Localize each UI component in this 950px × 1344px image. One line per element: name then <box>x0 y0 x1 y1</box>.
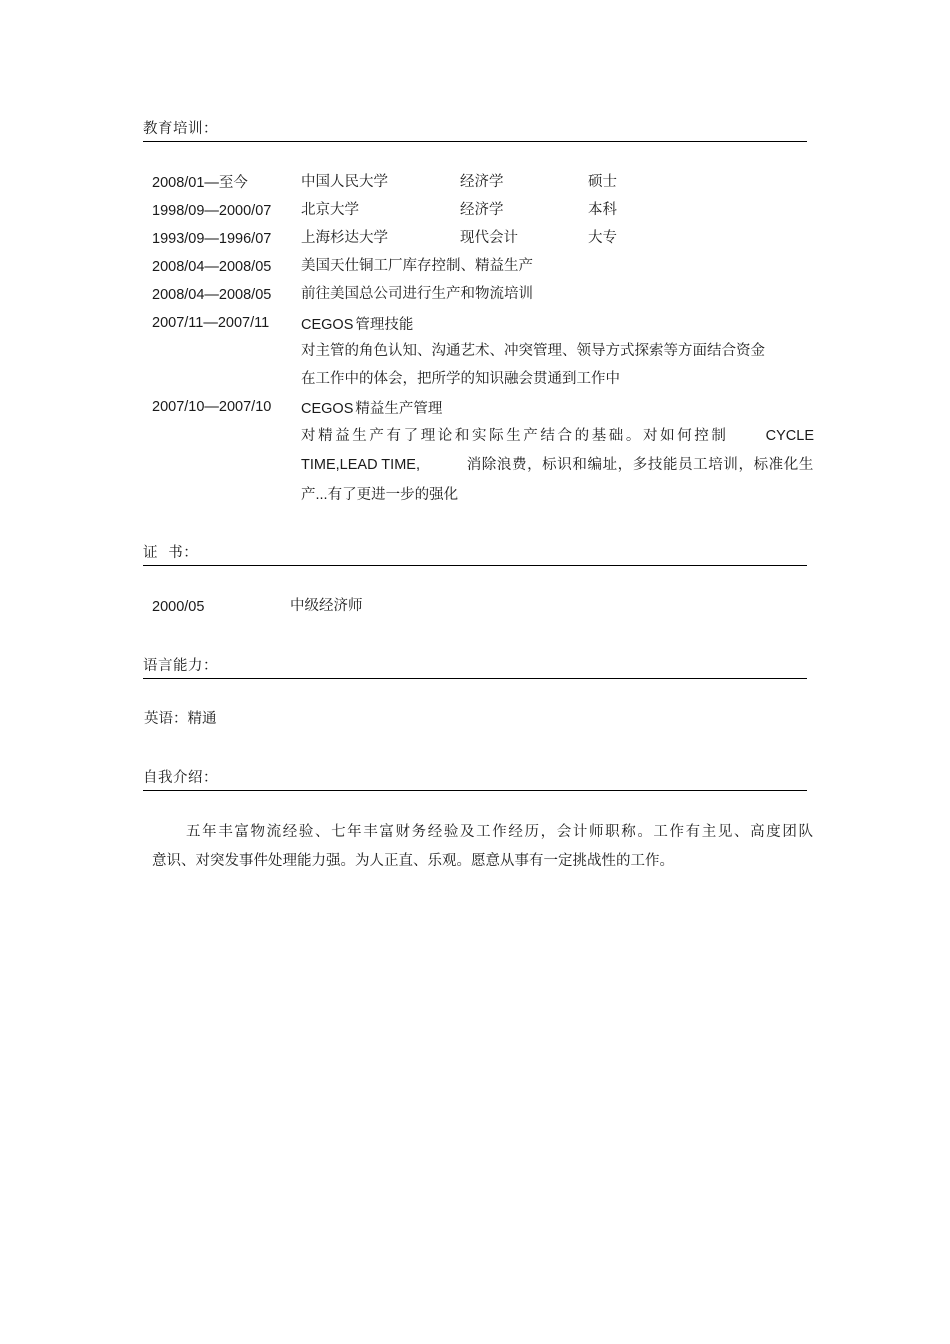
training-title <box>301 400 442 417</box>
education-date: 1998/09—2000/07 <box>152 203 272 219</box>
self-intro-line: 意识、对突发事件处理能力强。为人正直、乐观。愿意从事有一定挑战性的工作。 <box>152 853 674 869</box>
training-date: 2007/11—2007/11 <box>152 315 270 331</box>
education-degree: 硕士 <box>588 174 617 190</box>
training-title: 前往美国总公司进行生产和物流培训 <box>301 286 533 302</box>
training-description-zh: 有了更进一步的强化 <box>327 487 459 503</box>
training-title <box>301 316 413 333</box>
training-description: 对主管的角色认知、沟通艺术、冲突管理、领导方式探索等方面结合资金 <box>301 343 765 359</box>
training-description: 在工作中的体会，把所学的知识融会贯通到工作中 <box>301 371 620 387</box>
education-major: 经济学 <box>460 202 504 218</box>
training-date: 2008/04—2008/05 <box>152 287 272 303</box>
language-text: 英语：精通 <box>144 711 217 727</box>
training-date: 2007/10—2007/10 <box>152 399 272 415</box>
training-description <box>301 429 814 444</box>
training-description-zh: 对精益生产有了理论和实际生产结合的基础。对如何控制 <box>301 428 729 444</box>
training-title-en: CEGOS <box>301 317 354 333</box>
education-heading-label: 教育培训： <box>143 121 218 137</box>
education-school: 上海杉达大学 <box>301 230 388 246</box>
certificate-name: 中级经济师 <box>290 598 363 614</box>
education-school: 北京大学 <box>301 202 359 218</box>
education-major: 经济学 <box>460 174 504 190</box>
training-title-zh: 精益生产管理 <box>355 401 443 417</box>
training-description-zh: 产 <box>301 487 316 503</box>
certificates-heading-label: 证 书： <box>143 545 199 561</box>
education-school: 中国人民大学 <box>301 174 388 190</box>
language-heading-label: 语言能力： <box>143 658 218 674</box>
education-date: 2008/01—至今 <box>152 175 248 191</box>
training-title-en: CEGOS <box>301 401 354 417</box>
education-degree: 本科 <box>588 202 617 218</box>
training-title-zh: 管理技能 <box>355 317 414 333</box>
self-intro-heading-label: 自我介绍： <box>143 770 218 786</box>
certificate-date: 2000/05 <box>152 599 205 615</box>
training-description-en: ... <box>315 487 328 503</box>
training-description <box>301 486 458 503</box>
self-intro-heading <box>143 766 807 791</box>
certificates-heading <box>143 541 807 566</box>
self-intro-line: 五年丰富物流经验、七年丰富财务经验及工作经历，会计师职称。工作有主见、高度团队 <box>186 824 813 840</box>
language-heading <box>143 654 807 679</box>
education-heading <box>143 117 807 142</box>
training-description-zh: 消除浪费，标识和编址，多技能员工培训，标准化生 <box>466 457 814 473</box>
education-major: 现代会计 <box>460 230 518 246</box>
education-degree: 大专 <box>588 230 617 246</box>
education-date: 1993/09—1996/07 <box>152 231 272 247</box>
training-description-en: CYCLE <box>765 428 814 444</box>
training-date: 2008/04—2008/05 <box>152 259 272 275</box>
training-title: 美国天仕铜工厂库存控制、精益生产 <box>301 258 533 274</box>
training-description <box>301 458 814 473</box>
training-description-en: TIME,LEAD TIME, <box>301 457 420 473</box>
